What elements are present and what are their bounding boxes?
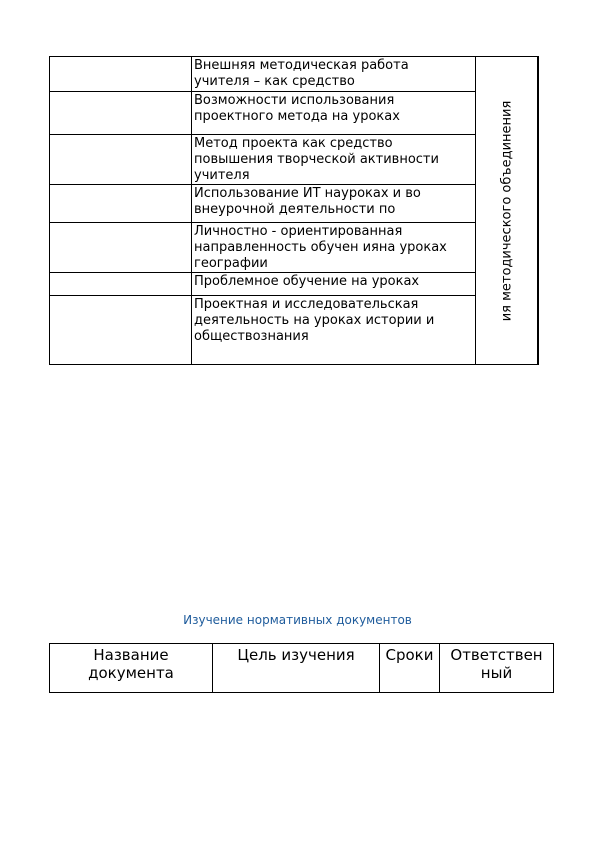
table-row (49, 272, 192, 296)
table-row (49, 184, 192, 223)
method-topic: Личностно - ориентированная направленность обучен ияна уроках географии (194, 224, 447, 271)
method-topic: Внешняя методическая работа учителя – как средство (194, 58, 409, 89)
side-column (475, 56, 539, 365)
column-header-responsible: Ответствен ный (450, 646, 543, 682)
side-label: ия методического объединения (499, 100, 514, 321)
table-row (49, 222, 192, 273)
methods-table (49, 56, 539, 365)
column-header-deadline: Сроки (380, 644, 440, 692)
table-row (49, 91, 192, 135)
method-topic: Возможности использования проектного метода на уроках (194, 93, 400, 124)
table-row (49, 56, 192, 92)
documents-table (49, 643, 554, 693)
method-topic: Метод проекта как средство повышения творческой активности учителя (194, 136, 439, 183)
table-row (49, 134, 192, 185)
section-title: Изучение нормативных документов (183, 613, 412, 627)
method-topic: Проектная и исследовательская деятельность на уроках истории и обществознания (194, 297, 435, 344)
method-topic: Использование ИТ науроках и во внеурочной деятельности по (194, 186, 421, 217)
column-header-name: Название документа (50, 644, 213, 692)
table-row (49, 295, 192, 365)
column-header-goal: Цель изучения (213, 644, 380, 692)
method-topic: Проблемное обучение на уроках (194, 274, 420, 289)
